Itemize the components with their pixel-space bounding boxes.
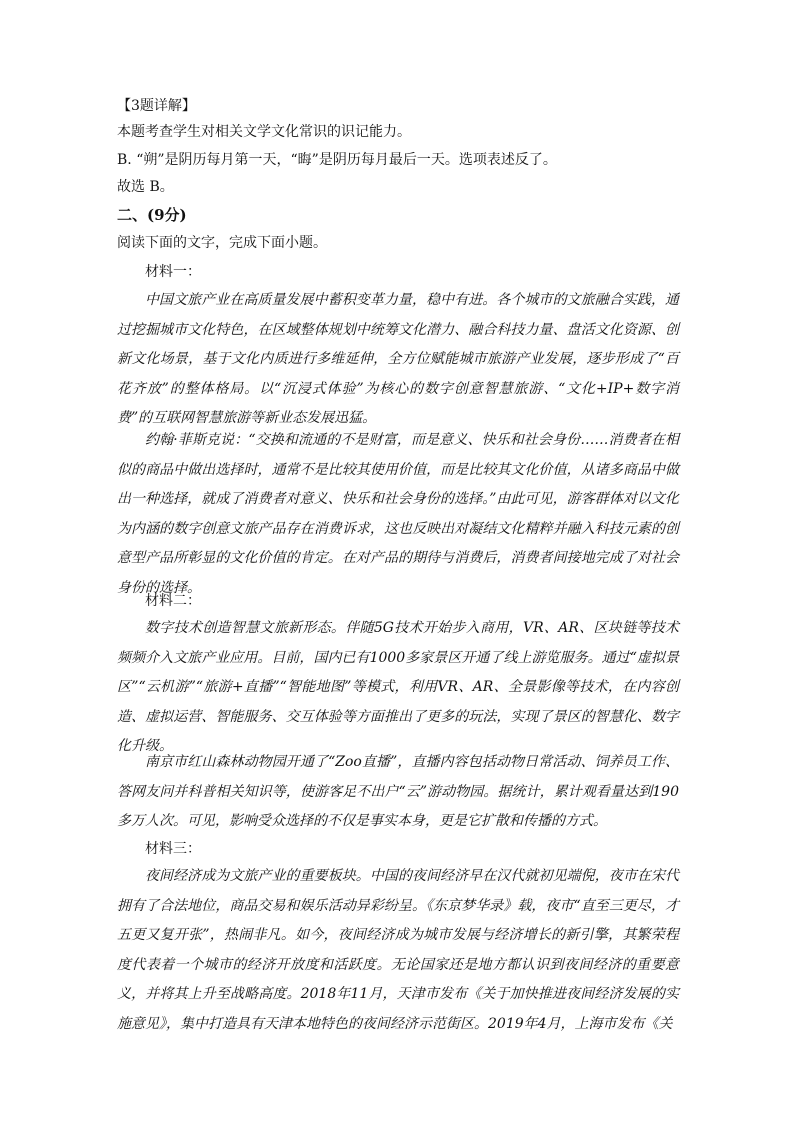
section-heading: 二、(9分) — [117, 206, 187, 224]
intro-line-2: B. “朔”是阴历每月第一天，“晦”是阴历每月最后一天。选项表述反了。 — [117, 152, 557, 168]
material-2-paragraph-1: 数字技术创造智慧文旅新形态。伴随5G技术开始步入商用，VR、AR、区块链等技术频频介入文旅产业应用。目前，国内已有1000多家景区开通了线上游览服务。通过“虚拟景区”“云机游”“旅游+直播”“智能地图”等模式，利用VR、AR、全景影像等技术，在内容创造、虚拟运营、智能服务、交互体验等方面推出了更多的玩法，实现了景区的智慧化、数字化升级。 — [117, 620, 679, 755]
intro-line-1: 本题考查学生对相关文学文化常识的识记能力。 — [117, 124, 411, 140]
detail-heading: 【3题详解】 — [117, 98, 196, 114]
intro-line-3: 故选 B。 — [117, 179, 174, 195]
material-1-paragraph-1: 中国文旅产业在高质量发展中蓄积变革力量，稳中有进。各个城市的文旅融合实践，通过挖掘城市文化特色，在区域整体规划中统筹文化潜力、融合科技力量、盘活文化资源、创新文化场景，基于文化内质进行多维延伸，全方位赋能城市旅游产业发展，逐步形成了“百花齐放”的整体格局。以“沉浸式体验”为核心的数字创意智慧旅游、“文化+IP+数字消费”的互联网智慧旅游等新业态发展迅猛。 — [117, 292, 679, 427]
material-1-paragraph-2: 约翰·菲斯克说：“交换和流通的不是财富，而是意义、快乐和社会身份……消费者在相似的商品中做出选择时，通常不是比较其使用价值，而是比较其文化价值，从诸多商品中做出一种选择，就成了消费者对意义、快乐和社会身份的选择。”由此可见，游客群体对以文化为内涵的数字创意文旅产品存在消费诉求，这也反映出对凝结文化精粹并融入科技元素的创意型产品所彰显的文化价值的肯定。在对产品的期待与消费后，消费者间接地完成了对社会身份的选择。 — [117, 432, 679, 596]
material-3-label: 材料三： — [145, 841, 201, 857]
material-2-paragraph-2: 南京市红山森林动物园开通了“Zoo直播”，直播内容包括动物日常活动、饲养员工作、答网友问并科普相关知识等，使游客足不出户“云”游动物园。据统计，累计观看量达到190多万人次。可见，影响受众选择的不仅是事实本身，更是它扩散和传播的方式。 — [117, 754, 679, 830]
material-2-label: 材料二： — [145, 593, 201, 609]
section-instruction: 阅读下面的文字，完成下面小题。 — [117, 235, 327, 251]
material-3-paragraph-1: 夜间经济成为文旅产业的重要板块。中国的夜间经济早在汉代就初见端倪，夜市在宋代拥有了合法地位，商品交易和娱乐活动异彩纷呈。《东京梦华录》载，夜市“直至三更尽，才五更又复开张”，热闹非凡。如今，夜间经济成为城市发展与经济增长的新引擎，其繁荣程度代表着一个城市的经济开放度和活跃度。无论国家还是地方都认识到夜间经济的重要意义，并将其上升至战略高度。2018年11月，天津市发布《关于加快推进夜间经济发展的实施意见》，集中打造具有天津本地特色的夜间经济示范街区。2019年4月，上海市发布《关 — [117, 868, 679, 1032]
material-1-label: 材料一： — [145, 264, 201, 280]
